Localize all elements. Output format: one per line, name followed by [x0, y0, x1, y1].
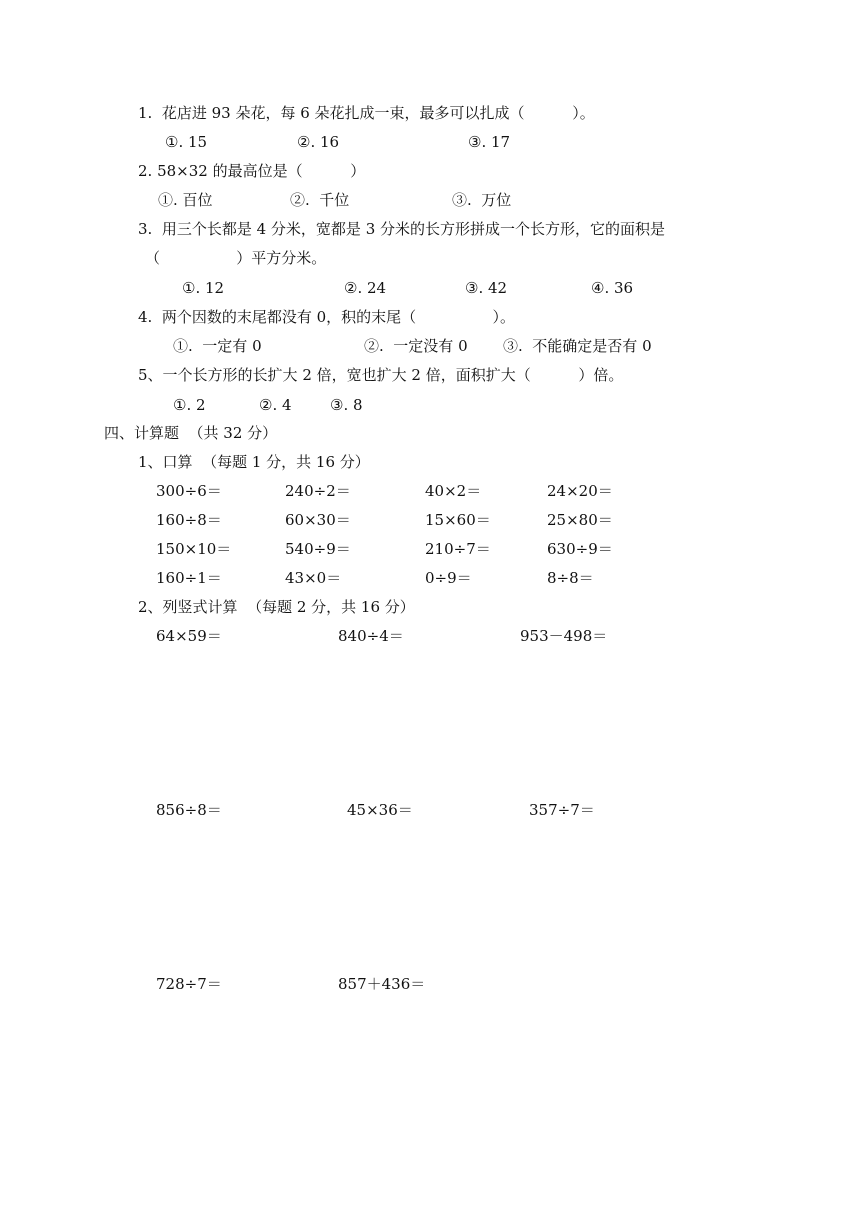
vertical-item: 64×59＝ [156, 627, 222, 645]
oral-item: 240÷2＝ [285, 482, 351, 500]
q5-option-1: ①. 2 [173, 396, 206, 414]
q4-option-2: ②. 一定没有 0 [364, 337, 468, 355]
section-4-title: 四、计算题 （共 32 分） [104, 424, 278, 442]
vertical-item: 45×36＝ [347, 801, 413, 819]
vertical-item: 857＋436＝ [338, 975, 426, 993]
q1-option-1: ①. 15 [165, 133, 208, 151]
oral-item: 15×60＝ [425, 511, 491, 529]
oral-item: 40×2＝ [425, 482, 482, 500]
question-3-continued: （ ）平方分米。 [145, 249, 327, 267]
q2-option-1: ①. 百位 [158, 191, 213, 209]
q3-option-4: ④. 36 [591, 279, 634, 297]
oral-item: 630÷9＝ [547, 540, 613, 558]
q5-option-2: ②. 4 [259, 396, 292, 414]
question-5: 5、一个长方形的长扩大 2 倍，宽也扩大 2 倍，面积扩大（ ）倍。 [138, 366, 624, 384]
vertical-item: 856÷8＝ [156, 801, 222, 819]
vertical-item: 357÷7＝ [529, 801, 595, 819]
oral-calc-title: 1、口算 （每题 1 分，共 16 分） [138, 453, 370, 471]
question-2: 2. 58×32 的最高位是（ ） [138, 162, 366, 180]
oral-item: 24×20＝ [547, 482, 613, 500]
vertical-item: 840÷4＝ [338, 627, 404, 645]
vertical-calc-title: 2、列竖式计算 （每题 2 分，共 16 分） [138, 598, 415, 616]
q3-option-3: ③. 42 [465, 279, 508, 297]
oral-item: 210÷7＝ [425, 540, 491, 558]
oral-item: 0÷9＝ [425, 569, 472, 587]
question-3: 3. 用三个长都是 4 分米，宽都是 3 分米的长方形拼成一个长方形，它的面积是 [138, 220, 666, 238]
q3-option-2: ②. 24 [344, 279, 387, 297]
oral-item: 160÷8＝ [156, 511, 222, 529]
q5-option-3: ③. 8 [330, 396, 363, 414]
question-1: 1. 花店进 93 朵花，每 6 朵花扎成一束，最多可以扎成（ ）。 [138, 104, 595, 122]
vertical-item: 728÷7＝ [156, 975, 222, 993]
question-4: 4. 两个因数的末尾都没有 0，积的末尾（ ）。 [138, 308, 515, 326]
oral-item: 150×10＝ [156, 540, 232, 558]
oral-item: 25×80＝ [547, 511, 613, 529]
q2-option-2: ②. 千位 [290, 191, 350, 209]
oral-item: 300÷6＝ [156, 482, 222, 500]
q4-option-1: ①. 一定有 0 [173, 337, 262, 355]
oral-item: 43×0＝ [285, 569, 342, 587]
q1-option-3: ③. 17 [468, 133, 511, 151]
vertical-item: 953－498＝ [520, 627, 608, 645]
oral-item: 8÷8＝ [547, 569, 594, 587]
q1-option-2: ②. 16 [297, 133, 340, 151]
q3-option-1: ①. 12 [182, 279, 225, 297]
oral-item: 60×30＝ [285, 511, 351, 529]
q4-option-3: ③. 不能确定是否有 0 [503, 337, 652, 355]
oral-item: 160÷1＝ [156, 569, 222, 587]
q2-option-3: ③. 万位 [452, 191, 512, 209]
oral-item: 540÷9＝ [285, 540, 351, 558]
